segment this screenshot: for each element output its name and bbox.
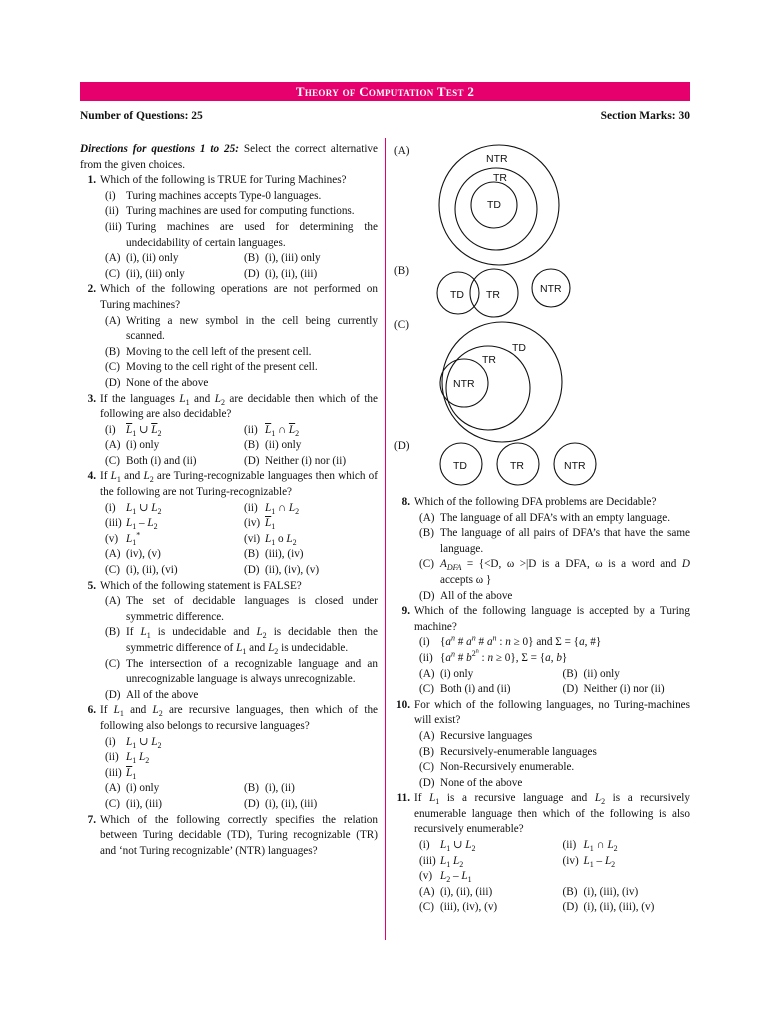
question-6: 6. If $L_1$ and $L_2$ are recursive languages, then which of the following also belongs to recursive languages? (i) $L_1$ ∪ $L_2$ (ii) $L_1$ $L_2$ (iii) $\overline{L}_1$ (A) (i) only (B) (i), (ii) (C) (ii), (iii) (D) (i), (ii), (iii): [80, 703, 378, 812]
question-stem: If the languages $L_1$ and $L_2$ are decidable then which of the following are also decidable?: [100, 392, 378, 421]
column-divider: [385, 138, 386, 940]
statement-i: (i) $\overline{L}_1$ ∪ $\overline{L}_2$: [105, 423, 162, 438]
question-11: 11. If $L_1$ is a recursive language and $L_2$ is a recursively enumerable language then which of the following is also recursively enumerable? (i) $L_1$ ∪ $L_2$ (ii) $L_1$ ∩ $L_2$ (iii) $L_1$ $L_2$ (iv) $L_1 - L_2$ (v) $L_2 - L_1$ (A) (i), (ii), (iii) (B) (i), (iii), (iv) (C) (iii), (iv), (v) (D) (i), (ii), (iii), (v): [394, 791, 690, 916]
option-a[interactable]: (A) (i) only: [419, 667, 474, 680]
diagram-b-label[interactable]: (B): [394, 265, 409, 277]
answer-options: [414, 667, 690, 683]
question-4: 4. If $L_1$ and $L_2$ are Turing-recognizable languages then which of the following are not Turing-recognizable? (i) $L_1$ ∪ $L_2$ (ii) $L_1$ ∩ $L_2$ (iii) $L_1 - L_2$ (iv) $\overline{L}_1$ (v) $L_1^*$ (vi) $L_1$ o $L_2$ (A) (iv), (v) (B) (iii), (iv) (C) (i), (ii), (vi) (D) (ii), (iv), (v): [80, 469, 378, 578]
diagram-b-td: TD: [450, 289, 464, 301]
answer-options: [100, 547, 378, 563]
statement-vi: (vi) $L_1$ o $L_2$: [244, 532, 297, 548]
statement-i: (i) $L_1$ ∪ $L_2$: [105, 735, 162, 750]
option-c[interactable]: (C) (ii), (iii) only: [105, 267, 185, 280]
option-d[interactable]: (D) (i), (ii), (iii), (v): [562, 901, 655, 914]
option-a[interactable]: (A) (i) only: [105, 782, 160, 795]
answer-options: [100, 267, 378, 283]
diagram-c-label[interactable]: (C): [394, 319, 409, 331]
option-b[interactable]: (B) The language of all pairs of DFA’s that have the same language.: [419, 527, 690, 555]
option-b[interactable]: (B) (ii) only: [562, 667, 620, 680]
question-stem: Which of the following operations are not performed on Turing machines?: [100, 283, 378, 311]
answer-options: [100, 438, 378, 454]
diagram-b-tr: TR: [486, 289, 500, 301]
option-c[interactable]: (C) (iii), (iv), (v): [419, 901, 498, 914]
option-a[interactable]: (A) (i), (ii), (iii): [419, 885, 493, 898]
answer-options: [100, 251, 378, 267]
option-c[interactable]: (C) $A_{DFA} = \{<D$, ω >|D is a DFA, ω is a word and D accepts ω }: [419, 558, 690, 586]
option-d[interactable]: (D) None of the above: [419, 776, 523, 789]
question-stem: If $L_1$ is a recursive language and $L_2$ is a recursively enumerable language then which of the following is also recursively enumerable?: [414, 792, 690, 836]
statements: [414, 854, 690, 870]
statement-v: (v) $L_2 - L_1$: [419, 870, 472, 885]
option-a[interactable]: (A) Recursive languages: [419, 729, 533, 742]
q7-diagrams: [394, 144, 690, 499]
number-of-questions: Number of Questions: 25: [80, 110, 203, 122]
option-a[interactable]: (A) The language of all DFA’s with an empty language.: [419, 511, 671, 524]
statement-iv: (iv) $\overline{L}_1$: [244, 517, 276, 532]
venn-diagrams: [394, 144, 690, 499]
option-d[interactable]: (D) (i), (ii), (iii): [244, 797, 318, 810]
statement: (ii) Turing machines are used for computing functions.: [105, 205, 355, 218]
question-8: 8. Which of the following DFA problems are Decidable? (A) The language of all DFA’s with an empty language. (B) The language of all pairs of DFA’s that have the same language. (C) $A_{DFA} = \{<D$, ω >|D is a DFA, ω is a word and D accepts ω } (D) All of the above: [394, 495, 690, 604]
statement-ii: (ii) $L_1$ $L_2$: [105, 751, 150, 766]
question-stem: Which of the following language is accepted by a Turing machine?: [414, 605, 690, 633]
answer-options: [100, 563, 378, 579]
option-c[interactable]: (C) Non-Recursively enumerable.: [419, 761, 575, 774]
left-column: [80, 142, 378, 859]
right-column: [394, 495, 690, 916]
diagram-a-ntr: NTR: [486, 153, 508, 165]
statements: [100, 423, 378, 439]
option-b[interactable]: (B) (i), (ii): [244, 782, 295, 795]
statement-iii: (iii) $L_1 - L_2$: [105, 517, 158, 532]
option-c[interactable]: (C) (ii), (iii): [105, 797, 163, 810]
question-stem: If $L_1$ and $L_2$ are Turing-recognizable languages then which of the following are not Turing-recognizable?: [100, 470, 379, 499]
option-c[interactable]: (C) (i), (ii), (vi): [105, 564, 178, 577]
question-2: 2. Which of the following operations are not performed on Turing machines? (A) Writing a new symbol in the cell being currently scanned. (B) Moving to the cell left of the present cell. (C) Moving to the cell right of the present cell. (D) None of the above: [80, 282, 378, 391]
answer-options: [100, 454, 378, 470]
option-d[interactable]: (D) None of the above: [105, 376, 209, 389]
answer-options: [414, 885, 690, 901]
statement-v: (v) $L_1^*$: [105, 530, 141, 548]
test-title-banner: Theory of Computation Test 2: [80, 82, 690, 101]
option-d[interactable]: (D) All of the above: [419, 589, 513, 602]
diagram-d-td: TD: [453, 460, 467, 472]
option-c[interactable]: (C) The intersection of a recognizable language and an unrecognizable language is always unrecognizable.: [105, 657, 378, 686]
question-1: 1. Which of the following is TRUE for Turing Machines? (i) Turing machines accepts Type-0 languages. (ii) Turing machines are used for computing functions. (iii) Turing machines are used for determining the undecidability of certain languages. (A) (i), (ii) only (B) (i), (iii) only (C) (ii), (iii) only (D) (i), (ii), (iii): [80, 173, 378, 282]
question-stem: Which of the following is TRUE for Turing Machines?: [100, 174, 347, 187]
option-a[interactable]: (A) (i), (ii) only: [105, 252, 179, 265]
option-c[interactable]: (C) Moving to the cell right of the present cell.: [105, 361, 318, 374]
option-b[interactable]: (B) (i), (iii), (iv): [562, 885, 639, 898]
answer-options: [414, 900, 690, 916]
diagram-c-ntr: NTR: [453, 378, 475, 390]
diagram-d-label[interactable]: (D): [394, 440, 410, 452]
option-a[interactable]: (A) Writing a new symbol in the cell being currently scanned.: [105, 314, 378, 343]
question-stem: Which of the following correctly specifies the relation between Turing decidable (TD), Turing recognizable (TR) and ‘not Turing recognizable’ (NTR) languages?: [100, 813, 378, 857]
diagram-c-tr: TR: [482, 354, 496, 366]
option-a[interactable]: (A) The set of decidable languages is closed under symmetric difference.: [105, 595, 378, 623]
statement-i: (i) $L_1$ ∪ $L_2$: [419, 839, 476, 854]
diagram-d-ntr: NTR: [564, 460, 586, 472]
diagram-a-tr: TR: [493, 172, 507, 184]
question-5: 5. Which of the following statement is FALSE? (A) The set of decidable languages is closed under symmetric difference. (B) If $L_1$ is undecidable and $L_2$ is decidable then the symmetric difference of $L_1$ and $L_2$ is undecidable. (C) The intersection of a recognizable language and an unrecognizable language is always unrecognizable. (D) All of the above: [80, 579, 378, 704]
statement-ii: (ii) $\overline{L}_1$ ∩ $\overline{L}_2$: [244, 423, 300, 438]
option-d[interactable]: (D) Neither (i) nor (ii): [244, 454, 347, 467]
question-7: 7. Which of the following correctly specifies the relation between Turing decidable (TD), Turing recognizable (TR) and ‘not Turing recognizable’ (NTR) languages?: [80, 813, 378, 860]
diagram-a-label[interactable]: (A): [394, 145, 410, 157]
statement: (i) Turing machines accepts Type-0 languages.: [105, 189, 322, 202]
option-d[interactable]: (D) Neither (i) nor (ii): [562, 683, 665, 696]
option-c[interactable]: (C) Both (i) and (ii): [419, 683, 511, 696]
option-b[interactable]: (B) (ii) only: [244, 439, 302, 452]
diagram-c-td: TD: [512, 342, 526, 354]
option-a[interactable]: (A) (i) only: [105, 439, 160, 452]
answer-options: [414, 682, 690, 698]
statement-iii: (iii) $\overline{L}_1$: [105, 766, 137, 781]
section-marks: Section Marks: 30: [600, 110, 690, 122]
statement-i: (i) $L_1$ ∪ $L_2$: [105, 501, 162, 516]
statement-iii: (iii) $L_1$ $L_2$: [419, 854, 464, 869]
directions: Directions for questions 1 to 25: Select the correct alternative from the given choices.: [80, 143, 378, 171]
option-d[interactable]: (D) (ii), (iv), (v): [244, 564, 320, 577]
statements: [100, 516, 378, 532]
statement: (iii) Turing machines are used for determining the undecidability of certain languages.: [105, 220, 378, 249]
question-stem: Which of the following DFA problems are Decidable?: [414, 496, 657, 508]
diagram-b-ntr: NTR: [540, 283, 562, 295]
statements: [100, 532, 378, 548]
question-10: 10. For which of the following languages, no Turing-machines will exist? (A) Recursive languages (B) Recursively-enumerable languages (C) Non-Recursively enumerable. (D) None of the above: [394, 698, 690, 792]
statement-ii: (ii) $L_1$ ∩ $L_2$: [562, 839, 618, 854]
question-stem: For which of the following languages, no Turing-machines will exist?: [414, 698, 690, 727]
option-b[interactable]: (B) Recursively-enumerable languages: [419, 745, 597, 758]
option-b[interactable]: (B) (iii), (iv): [244, 548, 304, 561]
statement-i: (i) {$a^n$ # $a^n$ # $a^n$ : n ≥ 0} and Σ = {a, #}: [419, 633, 602, 649]
question-9: 9. Which of the following language is accepted by a Turing machine? (i) {$a^n$ # $a^n$ # $a^n$ : n ≥ 0} and Σ = {a, #} (ii) {$a^n$ # $b^{2^n}$ : n ≥ 0}, Σ = {a, b} (A) (i) only (B) (ii) only (C) Both (i) and (ii) (D) Neither (i) nor (ii): [394, 604, 690, 698]
option-d[interactable]: (D) (i), (ii), (iii): [244, 267, 318, 280]
question-stem: Which of the following statement is FALSE?: [100, 579, 302, 592]
option-c[interactable]: (C) Both (i) and (ii): [105, 454, 197, 467]
option-d[interactable]: (D) All of the above: [105, 688, 199, 701]
option-b[interactable]: (B) Moving to the cell left of the present cell.: [105, 345, 312, 358]
statements: [100, 501, 378, 517]
diagram-a-td: TD: [487, 199, 501, 211]
option-b[interactable]: (B) (i), (iii) only: [244, 252, 321, 265]
statement-ii: (ii) $L_1$ ∩ $L_2$: [244, 501, 300, 516]
answer-options: [100, 781, 378, 797]
statement-ii: (ii) {$a^n$ # $b^{2^n}$ : n ≥ 0}, Σ = {a, b}: [419, 648, 568, 664]
statements: [414, 838, 690, 854]
diagram-d-tr: TR: [510, 460, 524, 472]
question-3: 3. If the languages $L_1$ and $L_2$ are decidable then which of the following are also decidable? (i) $\overline{L}_1$ ∪ $\overline{L}_2$ (ii) $\overline{L}_1$ ∩ $\overline{L}_2$ (A) (i) only (B) (ii) only (C) Both (i) and (ii) (D) Neither (i) nor (ii): [80, 392, 378, 470]
option-b[interactable]: (B) If $L_1$ is undecidable and $L_2$ is decidable then the symmetric difference of $L_1$ and $L_2$ is undecidable.: [105, 626, 378, 657]
statement-iv: (iv) $L_1 - L_2$: [562, 854, 616, 869]
question-stem: If $L_1$ and $L_2$ are recursive languages, then which of the following also belongs to recursive languages?: [100, 704, 379, 732]
answer-options: [100, 797, 378, 813]
option-a[interactable]: (A) (iv), (v): [105, 548, 161, 561]
